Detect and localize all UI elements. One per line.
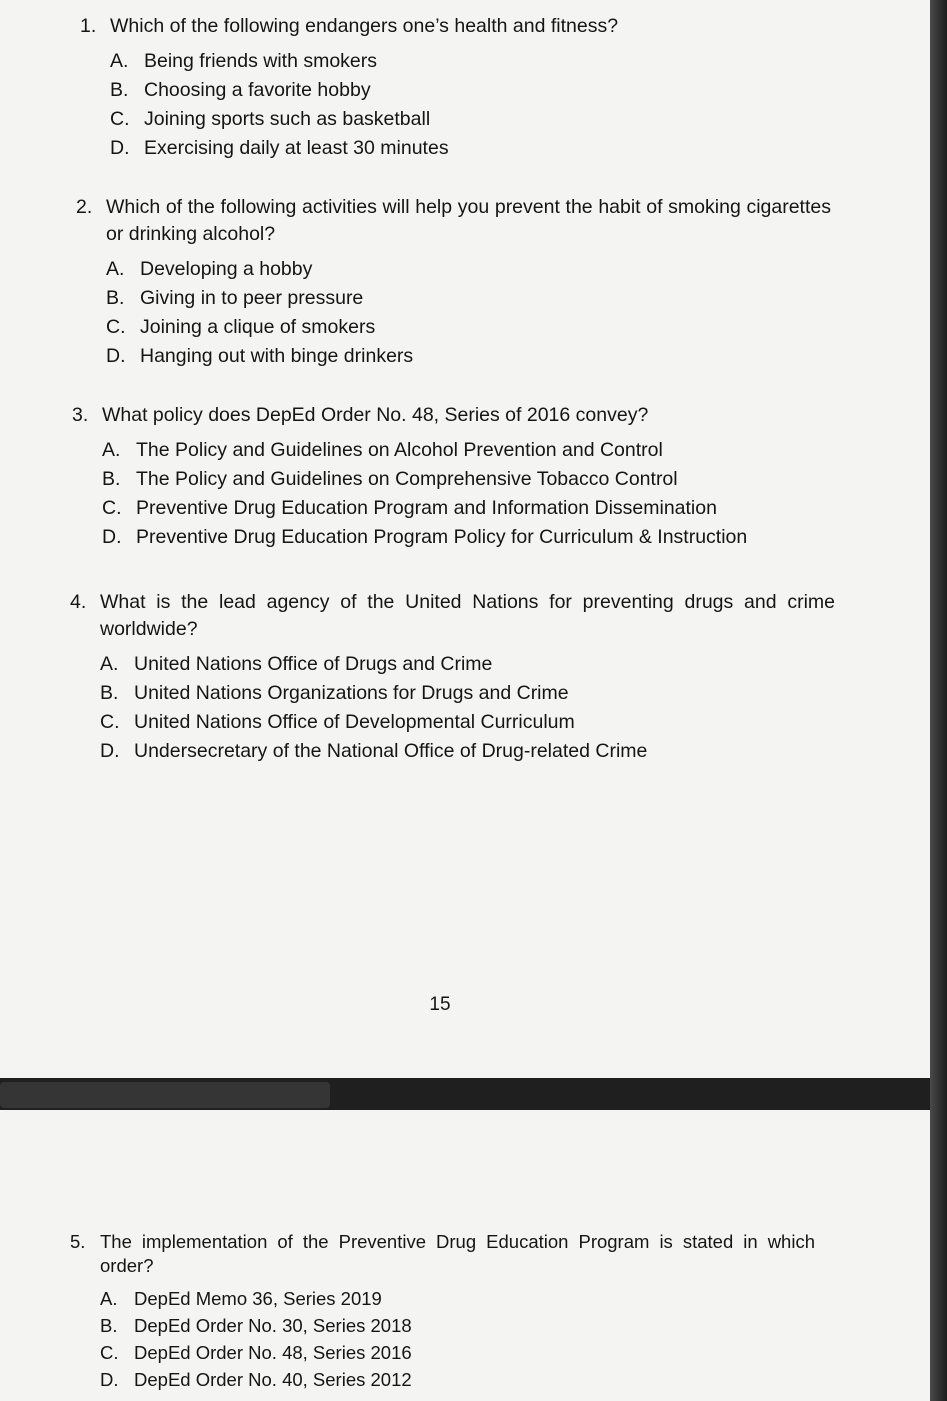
option-b xyxy=(110,76,880,105)
option-b xyxy=(100,1312,815,1339)
question-number: 2. xyxy=(76,196,93,218)
option-text: The Policy and Guidelines on Alcohol Prevention and Control xyxy=(136,439,663,461)
option-letter: A. xyxy=(100,653,119,675)
option-letter: C. xyxy=(110,108,130,130)
page-number: 15 xyxy=(429,994,451,1015)
option-c xyxy=(102,494,852,523)
option-text: United Nations Office of Developmental Curriculum xyxy=(134,711,575,733)
option-letter: B. xyxy=(106,287,125,309)
option-c xyxy=(106,313,831,342)
scan-edge-shadow xyxy=(930,0,947,1401)
page-sheet-bottom xyxy=(0,1110,930,1401)
option-letter: B. xyxy=(110,79,129,101)
option-letter: D. xyxy=(110,137,130,159)
question-text: Which of the following endangers one’s health and fitness? xyxy=(110,15,619,37)
option-text: Giving in to peer pressure xyxy=(140,287,364,309)
option-letter: C. xyxy=(100,1342,119,1363)
option-b xyxy=(102,465,852,494)
question-number: 1. xyxy=(80,15,97,37)
option-text: United Nations Office of Drugs and Crime xyxy=(134,653,493,675)
option-text: Undersecretary of the National Office of Drug-related Crime xyxy=(134,740,648,762)
question-text: The implementation of the Preventive Drug Education Program is stated in which order? xyxy=(100,1231,815,1276)
option-a xyxy=(100,650,835,679)
option-letter: B. xyxy=(100,1315,118,1336)
question-number: 4. xyxy=(70,591,87,613)
option-letter: C. xyxy=(102,497,122,519)
option-text: Being friends with smokers xyxy=(144,50,378,72)
option-letter: C. xyxy=(106,316,126,338)
option-b xyxy=(106,284,831,313)
question-2 xyxy=(76,194,831,371)
option-a xyxy=(106,255,831,284)
option-c xyxy=(100,1339,815,1366)
question-text: What is the lead agency of the United Nations for preventing drugs and crime worldwide? xyxy=(100,591,835,640)
option-letter: B. xyxy=(102,468,121,490)
question-number: 3. xyxy=(72,404,89,426)
option-letter: A. xyxy=(106,258,125,280)
option-d xyxy=(100,1366,815,1393)
question-text: What policy does DepEd Order No. 48, Series of 2016 convey? xyxy=(102,404,649,426)
question-4 xyxy=(70,589,835,766)
question-number: 5. xyxy=(70,1231,86,1252)
option-text: DepEd Order No. 40, Series 2012 xyxy=(134,1369,412,1390)
options-list xyxy=(110,47,880,163)
option-letter: A. xyxy=(100,1288,118,1309)
option-letter: A. xyxy=(110,50,129,72)
options-list xyxy=(106,255,831,371)
option-text: Exercising daily at least 30 minutes xyxy=(144,137,449,159)
option-d xyxy=(106,342,831,371)
option-text: DepEd Order No. 48, Series 2016 xyxy=(134,1342,412,1363)
page-gap xyxy=(0,1078,947,1110)
option-letter: D. xyxy=(102,526,122,548)
options-list xyxy=(102,436,852,552)
option-d xyxy=(110,134,880,163)
option-text: Developing a hobby xyxy=(140,258,313,280)
option-text: The Policy and Guidelines on Comprehensive Tobacco Control xyxy=(136,468,678,490)
option-b xyxy=(100,679,835,708)
background-illustration xyxy=(0,1082,330,1108)
question-text: Which of the following activities will help you prevent the habit of smoking cigarettes or drinking alcohol? xyxy=(106,196,831,245)
option-c xyxy=(100,708,835,737)
option-letter: C. xyxy=(100,711,120,733)
option-letter: D. xyxy=(100,1369,119,1390)
option-d xyxy=(102,523,852,552)
option-text: Joining sports such as basketball xyxy=(144,108,431,130)
question-1 xyxy=(80,13,880,163)
option-text: DepEd Order No. 30, Series 2018 xyxy=(134,1315,412,1336)
option-text: United Nations Organizations for Drugs and Crime xyxy=(134,682,569,704)
question-3 xyxy=(72,402,852,552)
option-text: Preventive Drug Education Program Policy for Curriculum & Instruction xyxy=(136,526,748,548)
option-text: Joining a clique of smokers xyxy=(140,316,376,338)
options-list xyxy=(100,650,835,766)
option-a xyxy=(110,47,880,76)
option-letter: B. xyxy=(100,682,119,704)
option-letter: D. xyxy=(106,345,126,367)
option-letter: A. xyxy=(102,439,121,461)
question-5 xyxy=(70,1230,815,1393)
option-a xyxy=(102,436,852,465)
options-list xyxy=(100,1285,815,1393)
option-c xyxy=(110,105,880,134)
option-text: Preventive Drug Education Program and Information Dissemination xyxy=(136,497,717,519)
option-text: Choosing a favorite hobby xyxy=(144,79,371,101)
option-letter: D. xyxy=(100,740,120,762)
option-text: DepEd Memo 36, Series 2019 xyxy=(134,1288,382,1309)
option-d xyxy=(100,737,835,766)
option-text: Hanging out with binge drinkers xyxy=(140,345,414,367)
option-a xyxy=(100,1285,815,1312)
